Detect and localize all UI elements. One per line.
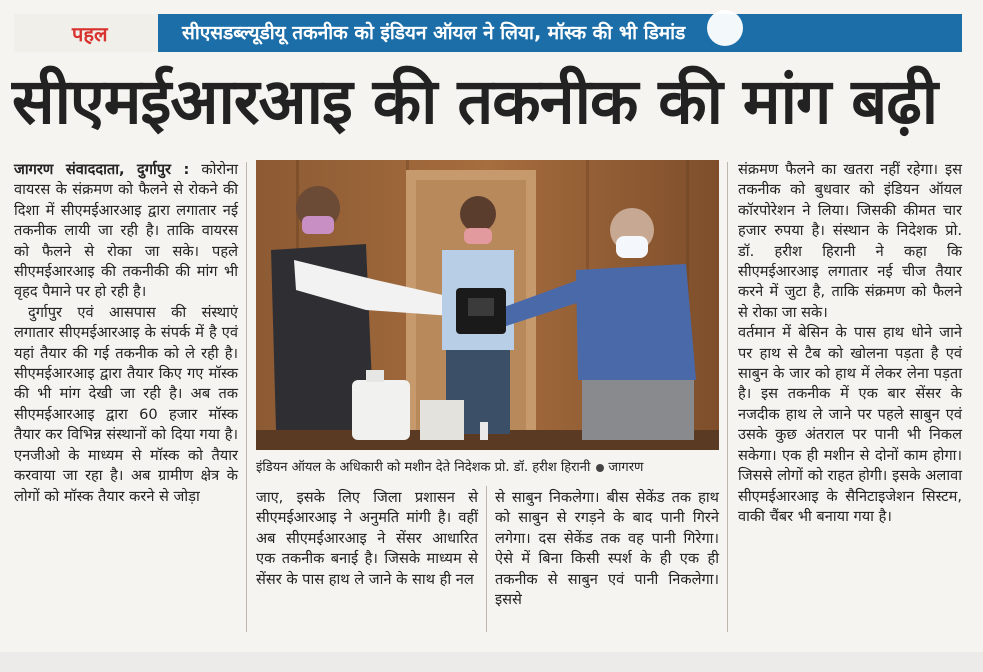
caption-text: इंडियन ऑयल के अधिकारी को मशीन देते निदेशक प्रो. डॉ. हरीश हिरानी	[256, 460, 591, 475]
column-divider	[246, 162, 247, 632]
article-column-1	[14, 160, 238, 632]
article-column-2	[256, 488, 478, 628]
paragraph-6: वर्तमान में बेसिन के पास हाथ धोने जाने पर हाथ से टैब को खोलना पड़ता है एवं साबुन के जार को हाथ में लेकर लेना पड़ता है। इस तकनीक में एक बार सेंसर के नजदीक हाथ ले जाने पर पहले साबुन एवं उसके कुछ अंतराल पर पानी भी निकल सकेगा। एक ही मशीन से दोनों काम होगा। जिससे लोगों को राहत होगी। इसके अलावा सीएमईआरआइ के सैनिटाइजेशन सिस्टम, वाकी चैंबर भी बनाया गया है।	[738, 324, 962, 525]
paragraph-4: से साबुन निकलेगा। बीस सेकेंड तक हाथ को साबुन से रगड़ने के बाद पानी गिरने लगेगा। दस सेकेंड तक वह पानी गिरेगा। ऐसे में बिना किसी स्पर्श के ही एक ही तकनीक से साबुन एवं पानी निकलेगा। इससे	[495, 489, 719, 609]
article-column-4	[738, 160, 962, 632]
bullet-icon	[596, 464, 604, 472]
paragraph-2: दुर्गापुर एवं आसपास की संस्थाएं लगातार सीएमईआरआइ के संपर्क में है एवं यहां तैयार की गई तकनीक को ले रही है। सीएमईआरआइ द्वारा तैयार किए गए मॉस्क की भी मांग देखी जा रही है। अब तक सीएमईआरआइ द्वारा 60 हजार मॉस्क तैयार कर विभिन्न संस्थानों को दिया गया है। एनजीओ के माध्यम से मॉस्क को तैयार करवाया जा रहा है। अब ग्रामीण क्षेत्र के लोगों को मॉस्क तैयार करने से जोड़ा	[14, 303, 238, 505]
paragraph-5: संक्रमण फैलने का खतरा नहीं रहेगा। इस तकनीक को बुधवार को इंडियन ऑयल कॉरपोरेशन ने लिया। जिसकी कीमत चार हजार रुपया है। संस्थान के निदेशक प्रो. डॉ. हरीश हिरानी ने कहा कि सीएमईआरआइ लगातार नई चीज तैयार करने में जुटा है, ताकि संक्रमण को फैलने से रोका जा सके।	[738, 161, 962, 321]
headline: सीएमईआरआइ की तकनीक की मांग बढ़ी	[12, 65, 938, 138]
article-column-3	[495, 488, 719, 628]
byline: जागरण संवाददाता, दुर्गापुर :	[14, 161, 190, 178]
light-glare	[707, 10, 743, 46]
news-photo	[256, 160, 719, 450]
subheadline: सीएसडब्ल्यूडीयू तकनीक को इंडियन ऑयल ने लिया, मॉस्क की भी डिमांड	[182, 22, 686, 44]
photo-caption	[256, 457, 719, 479]
section-tag: पहल	[14, 14, 158, 52]
paragraph-3: जाए, इसके लिए जिला प्रशासन से सीएमईआरआइ ने अनुमति मांगी है। वहीं अब सीएमईआरआइ ने सेंसर आधारित एक तकनीक बनाई है। जिसके माध्यम से सेंसर के पास हाथ ले जाने के साथ ही नल	[256, 489, 478, 588]
column-divider	[486, 486, 487, 632]
bottom-margin	[0, 652, 983, 672]
photo-illustration	[256, 160, 719, 450]
paragraph-1: कोरोना वायरस के संक्रमण को फैलने से रोकने की दिशा में सीएमईआरआइ द्वारा लगातार नई तकनीक लायी जा रही है। ताकि वायरस को फैलने से रोका जा सके। पहले सीएमईआरआइ की तकनीकी की मांग भी वृहद पैमाने पर हो रही है।	[14, 161, 238, 301]
photo-credit: जागरण	[608, 460, 644, 475]
column-divider	[727, 162, 728, 632]
